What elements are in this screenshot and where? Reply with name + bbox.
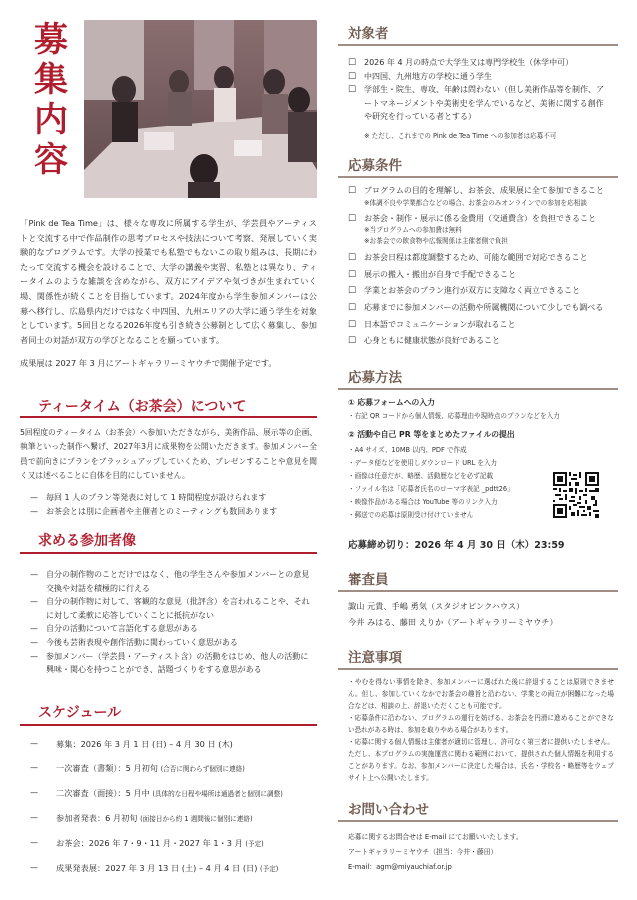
list-item: ・データ便などを使用しダウンロード URL を入力: [348, 459, 498, 467]
list-item: — 今後も芸術表現や創作活動に関わっていく意思がある: [30, 636, 314, 650]
page-title: [20, 20, 82, 178]
list-item: — 募集：2026 年 3 月 1 日 (日) – 4 月 30 日 (木): [30, 736, 317, 752]
contact-heading: お問い合わせ: [348, 802, 429, 818]
wanted-list: [30, 568, 314, 677]
list-item: ・ファイル名は「応募者氏名のローマ字表記 _pdtt26」: [348, 485, 514, 493]
intro-last: 成果展は 2027 年 3 月にアートギャラリーミヤウチで開催予定です。: [20, 358, 277, 368]
divider: [20, 416, 317, 418]
list-item: □ 心身ともに健康状態が良好であること: [348, 334, 614, 348]
divider: [338, 668, 618, 670]
title-char: 募: [34, 20, 68, 60]
divider: [338, 590, 618, 592]
judges-line: 諏山 元貴、手嶋 勇気（スタジオピンクハウス）: [348, 601, 525, 611]
conditions-heading: 応募条件: [348, 158, 402, 174]
list-item: □ プログラムの目的を理解し、お茶会、成果展に全て参加できること ※体調不良や学業都合などの場合、お茶会のみオンラインでの参加を応相談: [348, 184, 614, 209]
list-item: □ 日本語でコミュニケーションが取れること: [348, 318, 614, 332]
judges-line: 今井 みはる、藤田 えりか（アートギャラリーミヤウチ）: [348, 617, 558, 627]
list-item: □ お茶会・制作・展示に係る金費用（交通費含）を負担できること ※当プログラムへの参加費は無料 ※お茶会での飲食物や広報関係は主催者側で負担: [348, 212, 614, 248]
divider: [20, 552, 317, 554]
list-item: ・やむを得ない事情を除き、参加メンバーに選ばれた後に辞退することは原則できません。但し、参加していくなかでお茶会の趣旨と沿わない、学業との両立が困難になった場合などは、相談の上、辞退いただくことも可能です。: [348, 678, 614, 710]
contact-email[interactable]: E-mail：agm@miyauchiaf.or.jp: [348, 863, 452, 871]
list-item: ・画像は任意だが、略歴、活動歴などを必ず記載: [348, 472, 494, 480]
divider: [338, 820, 618, 822]
target-list: [348, 56, 610, 124]
title-char: 容: [34, 140, 68, 180]
method-step1: ① 応募フォームへの入力: [348, 398, 435, 407]
divider: [338, 44, 618, 46]
divider: [338, 176, 618, 178]
list-item: — 二次審査（面接）：5 月中 (具体的な日程や場所は通過者と個別に調整): [30, 785, 317, 802]
list-item: — 毎回 1 人のプラン等発表に対して 1 時間程度が設けられます: [30, 491, 317, 505]
list-item: ・A4 サイズ、10MB 以内、PDF で作成: [348, 446, 467, 454]
list-item: ・応募に関する個人情報は主催者が適切に管理し、許可なく第三者に提供いたしません。ただし、本プログラムの実施運営に関わる範囲において、提供された個人情報を利用することがあります。なお、参加メンバーに決定した場合は、氏名・学校名・略歴等をウェブサイト上へ公開いたします。: [348, 738, 614, 782]
list-item: □ お茶会日程は都度調整するため、可能な範囲で対応できること: [348, 251, 614, 265]
divider: [338, 388, 618, 390]
title-char: 内: [34, 100, 68, 140]
notes-heading: 注意事項: [348, 650, 402, 666]
list-item: ・応募条件に沿わない、プログラムの運行を妨げる、お茶会を円滑に進めることができない恐れがある時は、参加を取りやめる場合があります。: [348, 714, 614, 734]
conditions-list: [348, 184, 614, 348]
list-item: — 成果発表展：2027 年 3 月 13 日 (土) – 4 月 4 日 (日) (予定): [30, 860, 317, 877]
teatime-list: [30, 491, 317, 518]
target-heading: 対象者: [348, 26, 389, 42]
teatime-body: 5回程度のティータイム（お茶会）へ参加いただきながら、美術作品、展示等の企画、執筆といった制作へ繋げ、2027年3月に成果物を公開いただきます。参加メンバー全員で前向きにプランをブラッシュアップしていくため、プレゼンすることや意見を聞く又は述べることに自体を目的にしていません。: [20, 428, 317, 481]
wanted-heading: 求める参加者像: [38, 533, 136, 549]
list-item: □ 応募までに参加メンバーの活動や所属機関について少しでも調べる: [348, 301, 614, 315]
method-heading: 応募方法: [348, 370, 402, 386]
list-item: □ 中四国、九州地方の学校に通う学生: [348, 70, 610, 84]
list-item: — 自分の制作物のことだけではなく、他の学生さんや参加メンバーとの意見交換や対話を積極的に行える: [30, 568, 314, 595]
divider: [20, 724, 317, 726]
list-item: — 自分の制作物に対して、客観的な意見（批評含）を言われることや、それに対して柔軟に応答していくことに抵抗がない: [30, 595, 314, 622]
list-item: □ 展示の搬入・搬出が自身で手配できること: [348, 268, 614, 282]
title-char: 集: [34, 60, 68, 100]
contact-line: アートギャラリーミヤウチ（担当：今井・藤田）: [348, 848, 498, 856]
intro-text: 「Pink de Tea Time」は、様々な専攻に所属する学生が、学芸員やアーティストと交流する中で作品制作の思考プロセスや技法について考察、発展していく実験的なプログラムです。大学の授業でも私塾でもないこの取り組みは、長期にわたって交流する機会を設けることで、大学の講義や実習、私塾とは異なり、ティータイムのような雑談を含めながら、双方にアイデアや気づきが生まれていく場、関係性が続くことを目指しています。2024年度から学生参加メンバーは公募へ移行し、広島県内だけではなく中四国、九州エリアの大学に通う学生を対象としています。5回目となる2026年度も引き続き公募制として広く募集し、参加者同士の対話が双方の学びとなることを願っています。: [20, 218, 317, 345]
list-item: — 参加者発表：6 月初旬 (面接日から約 1 週間後に個別に連絡): [30, 810, 317, 827]
notes-list: [348, 676, 614, 784]
list-item: — 自分の活動について言語化する意思がある: [30, 622, 314, 636]
list-item: — 一次審査（書類）：5 月初旬 (合否に関わらず個別に連絡): [30, 760, 317, 777]
contact-line: 応募に関するお問合せは E-mail にてお願いいたします。: [348, 833, 523, 841]
list-item: — お茶会とは別に企画者や主催者とのミーティングも数回あります: [30, 505, 317, 519]
meeting-photo: [84, 20, 317, 198]
method-step2-list: [348, 444, 548, 522]
list-item: — 参加メンバー（学芸員・アーティスト含）の活動をはじめ、他人の活動に興味・関心を持つことができ、話題づくりをする意思がある: [30, 650, 314, 677]
list-item: ・映像作品がある場合は YouTube 等のリンク入力: [348, 498, 498, 506]
contact-block: [348, 830, 614, 875]
list-item: □ 学業とお茶会のプラン進行が双方に支障なく両立できること: [348, 284, 614, 298]
list-item: — お茶会：2026 年 7・9・11 月・2027 年 1・3 月 (予定): [30, 835, 317, 852]
judges-heading: 審査員: [348, 572, 389, 588]
method-step1-sub: ・右記 QR コードから個人情報、応募理由や現時点のプランなどを入力: [348, 412, 560, 420]
schedule-heading: スケジュール: [38, 705, 122, 721]
method-step2: ② 活動や自己 PR 等をまとめたファイルの提出: [348, 430, 515, 439]
list-item: □ 学部生・院生、専攻、年齢は問わない（但し美術作品等を制作、アートマネージメントや美術史を学んでいるなど、美術に関する創作や研究を行っている者とする）: [348, 83, 610, 124]
deadline: 応募締め切り：2026 年 4 月 30 日（木）23:59: [348, 540, 565, 551]
teatime-heading: ティータイム（お茶会）について: [38, 399, 247, 415]
target-note: ※ ただし、これまでの Pink de Tea Time への参加者は応募不可: [364, 132, 557, 140]
list-item: ・郵送での応募は原則受け付けていません: [348, 511, 474, 519]
schedule-list: [30, 736, 317, 877]
list-item: □ 2026 年 4 月の時点で大学生又は専門学校生（休学中可）: [348, 56, 610, 70]
qr-code[interactable]: [553, 472, 599, 518]
